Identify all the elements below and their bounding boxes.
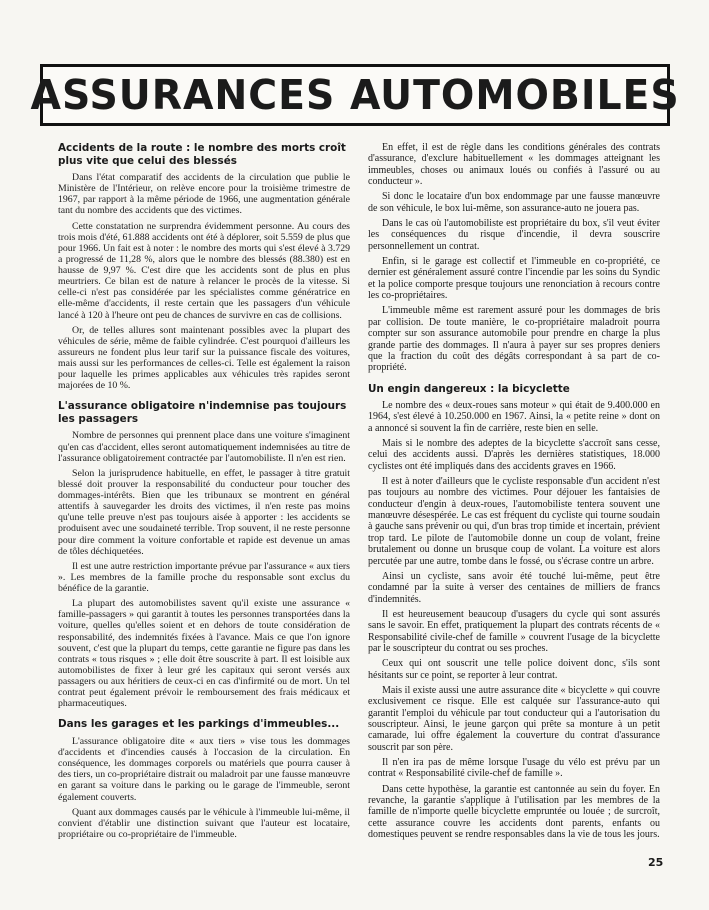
section-heading: Dans les garages et les parkings d'immeubles... [58,718,340,731]
paragraph: Enfin, si le garage est collectif et l'immeuble en co-propriété, ce dernier est généralement assuré contre l'incendie par les soins du Syndic et la police comporte presque toujours une renonciation à recours contre les co-propriétaires. [368,256,660,302]
paragraph: Dans l'état comparatif des accidents de la circulation que publie le Ministère de l'Intérieur, on relève encore pour la troisième trimestre de 1967, par rapport à la même période de 1966, une augmentation générale tant du nombre des accidents que des victimes. [58,172,350,217]
section-heading: Accidents de la route : le nombre des morts croît plus vite que celui des blessés [58,142,346,167]
page-title: ASSURANCES AUTOMOBILES [30,71,680,119]
paragraph: Il est à noter d'ailleurs que le cycliste responsable d'un accident n'est pas toujours au nombre des victimes. Pour déjouer les fantaisies de conducteur d'engin à deux-roues, l'automobiliste tentera souvent une manœuvre désespérée. Le cas est fréquent du cycliste qui tourne soudain à gauche sans prévenir ou qui, d'un bras trop timide et incertain, prévient trop tard. Le pilote de l'automobile donne un coup de volant, freine brutalement ou donne un brusque coup de volant. La voiture est alors percutée par une autre, tombe dans le fossé, ou s'écrase contre un arbre. [368,476,660,567]
paragraph: Or, de telles allures sont maintenant possibles avec la plupart des véhicules de série, même de faible cylindrée. C'est pourquoi d'ailleurs les assureurs ne fondent plus leur tarif sur la puissance fiscale des voitures, mais aussi sur les performances de celles-ci. Telle est également la raison pour laquelle les primes applicables aux véhicules très rapides seront majorées de 10 %. [58,324,350,392]
paragraph: L'assurance obligatoire dite « aux tiers » vise tous les dommages d'accidents et d'incendies causés à l'occasion de la circulation. En conséquence, les dommages corporels ou matériels que pourra causer à des tiers, un co-propriétaire distrait ou maladroit par une fausse manœuvre en garant sa voiture dans le parking ou le garage de l'immeuble, seront également couverts. [58,735,350,803]
paragraph: Quant aux dommages causés par le véhicule à l'immeuble lui-même, il convient d'établir une distinction suivant que l'auteur est locataire, propriétaire ou co-propriétaire de l'immeuble. [58,806,350,840]
title-banner [30,64,680,126]
paragraph: Ainsi un cycliste, sans avoir été touché lui-même, peut être condamné par la suite à verser des centaines de milliers de francs d'indemnités. [368,570,660,605]
paragraph: L'immeuble même est rarement assuré pour les dommages de bris par collision. De toute manière, le co-propriétaire maladroit pourra compter sur son assurance automobile pour prendre en charge la plus grande partie des dommages. Il n'aura à payer sur ses propres deniers que la fraction du coût des dégâts correspondant à sa part de co-propriété. [368,305,660,374]
section-heading: Un engin dangereux : la bicyclette [368,382,570,395]
paragraph: Il est une autre restriction importante prévue par l'assurance « aux tiers ». Les membres de la famille proche du responsable sont exclus du bénéfice de la garantie. [58,560,350,594]
paragraph: Dans le cas où l'automobiliste est propriétaire du box, s'il veut éviter les conséquences du risque d'incendie, il devra souscrire personnellement un contrat. [368,218,660,252]
page-number: 25 [648,856,664,869]
paragraph: Dans cette hypothèse, la garantie est cantonnée au sein du foyer. En revanche, la garantie s'applique à l'utilisation par les membres de la famille de n'importe quelle bicyclette empruntée ou louée ; de surcroît, cette assurance couvre les accidents dont parents, enfants ou domestiques peuvent se rendre responsables dans la vie de tous les jours. [368,783,660,841]
paragraph: Il n'en ira pas de même lorsque l'usage du vélo est prévu par un contrat « Responsabilité civile-chef de famille ». [368,757,660,780]
paragraph: Si donc le locataire d'un box endommage par une fausse manœuvre de son véhicule, le box lui-même, son assurance-auto ne jouera pas. [368,191,660,214]
paragraph: Ceux qui ont souscrit une telle police doivent donc, s'ils sont hésitants sur ce point, se reporter à leur contrat. [368,658,660,681]
paragraph: Mais il existe aussi une autre assurance dite « bicyclette » qui couvre exclusivement ce risque. Elle est calquée sur l'assurance-auto qui garantit l'emploi du véhicule par tout conducteur qui a l'autorisation du souscripteur. Ainsi, le jeune garçon qui prête sa monture à un petit camarade, lui offre également la couverture du contrat d'assurance souscrit par son père. [368,684,660,753]
paragraph: Cette constatation ne surprendra évidemment personne. Au cours des trois mois d'été, 61.888 accidents ont été à déplorer, soit 5.559 de plus que pour 1966. Un fait est à noter : le nombre des morts qui s'est élevé à 3.729 a progressé de 11,28 %, alors que le nombre des blessés (88.380) est en hausse de 9,97 %. C'est dire que les accidents sont de plus en plus meurtriers. Ce bilan est de nature à relancer le procès de la vitesse. Si celle-ci n'est pas considérée par les spécialistes comme génératrice en elle-même d'accidents, il reste certain que les passagers d'un véhicule lancé à 120 à l'heure ont peu de chances de survivre en cas de collisions. [58,220,350,321]
right-column [368,142,660,844]
paragraph: En effet, il est de règle dans les conditions générales des contrats d'assurance, d'exclure habituellement « les dommages atteignant les immeubles, choses ou animaux loués ou confiés à l'assuré ou au conducteur ». [368,142,660,188]
paragraph: Mais si le nombre des adeptes de la bicyclette s'accroît sans cesse, celui des accidents aussi. D'après les dernières statistiques, 18.000 cyclistes ont été impliqués dans des accidents graves en 1966. [368,438,660,472]
paragraph: Nombre de personnes qui prennent place dans une voiture s'imaginent qu'en cas d'accident, elles seront automatiquement indemnisées au titre de l'assurance obligatoirement contractée par l'automobiliste. Il n'en est rien. [58,430,350,464]
paragraph: Selon la jurisprudence habituelle, en effet, le passager à titre gratuit blessé doit prouver la responsabilité du conducteur pour toucher des dommages-intérêts. Bien que les tribunaux se montrent en général attentifs à sauvegarder les droits des victimes, il n'en reste pas moins qu'une telle preuve n'est pas toujours aisée à apporter : les accidents se produisent avec une soudaineté terrible. Trop souvent, il ne reste personne pour dire comment la voiture confortable et rapide est devenue un amas de tôles déchiquetées. [58,467,350,557]
left-column [58,142,350,844]
section-heading: L'assurance obligatoire n'indemnise pas toujours les passagers [58,400,347,425]
paragraph: La plupart des automobilistes savent qu'il existe une assurance « famille-passagers » qui garantit à toutes les personnes transportées dans la voiture, quelles qu'elles soient et en dehors de toute considération de responsabilité, des indemnités fixées à l'avance. Mais ce que l'on ignore souvent, c'est que la plupart du temps, cette garantie ne figure pas dans les contrats « tous risques » ; elle doit être souscrite à part. Il est loisible aux automobilistes de fixer à leur gré les capitaux qui seront versés aux passagers ou aux héritiers de ceux-ci en cas d'infirmité ou de mort. Un tel contrat peut également prévoir le remboursement des frais médicaux et pharmaceutiques. [58,598,350,710]
paragraph: Il est heureusement beaucoup d'usagers du cycle qui sont assurés sans le savoir. En effet, pratiquement la plupart des contrats récents de « Responsabilité civile-chef de famille » couvrent l'usage de la bicyclette par le souscripteur du contrat ou ses proches. [368,608,660,654]
paragraph: Le nombre des « deux-roues sans moteur » qui était de 9.400.000 en 1964, s'est élevé à 10.250.000 en 1967. Ainsi, la « petite reine » dont on a annoncé si souvent la fin de carrière, reste bien en selle. [368,400,660,434]
